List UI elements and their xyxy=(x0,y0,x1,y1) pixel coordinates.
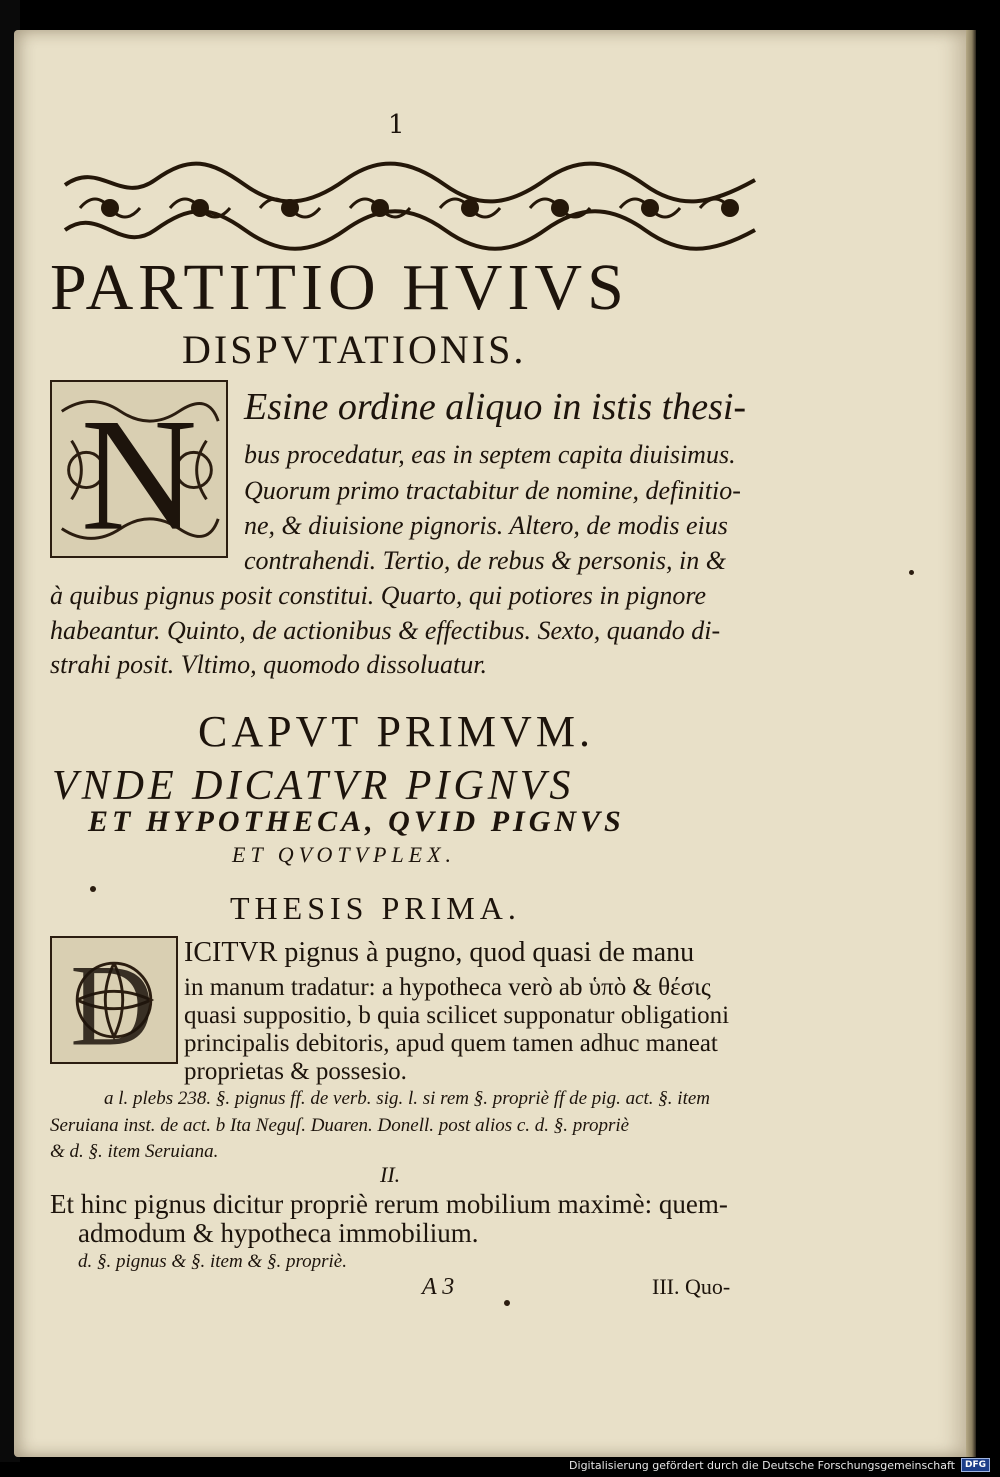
footnote-line: a l. plebs 238. §. pignus ff. de verb. sig. l. si rem §. propriè ff de pig. act. §. item xyxy=(104,1088,711,1109)
footer-text: Digitalisierung gefördert durch die Deutsche Forschungsgemeinschaft xyxy=(569,1458,955,1472)
svg-text:D: D xyxy=(70,941,155,1064)
thesis-line: ICITVR pignus à pugno, quod quasi de manu xyxy=(184,937,695,968)
caput-subheading-2: ET HYPOTHECA, QVID PIGNVS xyxy=(88,805,625,838)
thesis-line: quasi suppositio, b quia scilicet supponatur obligationi xyxy=(184,1002,730,1029)
footnote-line: Seruiana inst. de act. b Ita Neguſ. Duaren. Donell. post alios c. d. §. propriè xyxy=(50,1115,630,1136)
initial-n-icon xyxy=(50,380,228,558)
footnote-line: d. §. pignus & §. item & §. propriè. xyxy=(78,1251,347,1272)
title-line-2: DISPVTATIONIS. xyxy=(182,327,527,372)
intro-line: strahi posit. Vltimo, quomodo dissoluatur. xyxy=(50,650,487,679)
ink-spot xyxy=(90,886,96,892)
signature-mark: A 3 xyxy=(422,1274,455,1300)
paragraph-line: admodum & hypotheca immobilium. xyxy=(78,1218,479,1248)
intro-line: habeantur. Quinto, de actionibus & effectibus. Sexto, quando di- xyxy=(50,616,721,645)
caput-subheading-1: VNDE DICATVR PIGNVS xyxy=(52,763,575,809)
page-number: 1 xyxy=(388,110,405,140)
caput-subheading-3: ET QVOTVPLEX. xyxy=(232,842,457,867)
catchword: III. Quo- xyxy=(652,1274,731,1299)
intro-line: bus procedatur, eas in septem capita diuisimus. xyxy=(244,440,736,469)
ornament-border-icon xyxy=(60,160,760,258)
paragraph-line: Et hinc pignus dicitur propriè rerum mobilium maximè: quem- xyxy=(50,1189,728,1219)
intro-line: ne, & diuisione pignoris. Altero, de modis eius xyxy=(244,511,728,540)
thesis-line: proprietas & possesio. xyxy=(184,1058,407,1085)
ink-spot xyxy=(909,570,914,575)
initial-d-icon xyxy=(50,936,178,1064)
thesis-title: THESIS PRIMA. xyxy=(230,890,521,926)
ink-spot xyxy=(504,1300,510,1306)
footnote-line: & d. §. item Seruiana. xyxy=(50,1141,219,1162)
footer-credit xyxy=(569,1456,990,1474)
page-edge xyxy=(966,30,976,1457)
intro-line: Quorum primo tractabitur de nomine, definitio- xyxy=(244,476,741,505)
thesis-line: principalis debitoris, apud quem tamen adhuc maneat xyxy=(184,1030,718,1057)
section-number: II. xyxy=(380,1162,401,1187)
svg-text:N: N xyxy=(80,384,198,558)
caput-heading: CAPVT PRIMVM. xyxy=(198,707,594,756)
title-line-1: PARTITIO HVIVS xyxy=(50,251,629,324)
dfg-logo-icon: DFG xyxy=(961,1458,990,1472)
book-page xyxy=(14,30,966,1457)
intro-line: Esine ordine aliquo in istis thesi- xyxy=(244,386,747,428)
intro-line: contrahendi. Tertio, de rebus & personis, in & xyxy=(244,546,726,575)
intro-line: à quibus pignus posit constitui. Quarto, qui potiores in pignore xyxy=(50,581,707,610)
thesis-line: in manum tradatur: a hypotheca verò ab ὑπὸ & θέσις xyxy=(184,974,711,1001)
